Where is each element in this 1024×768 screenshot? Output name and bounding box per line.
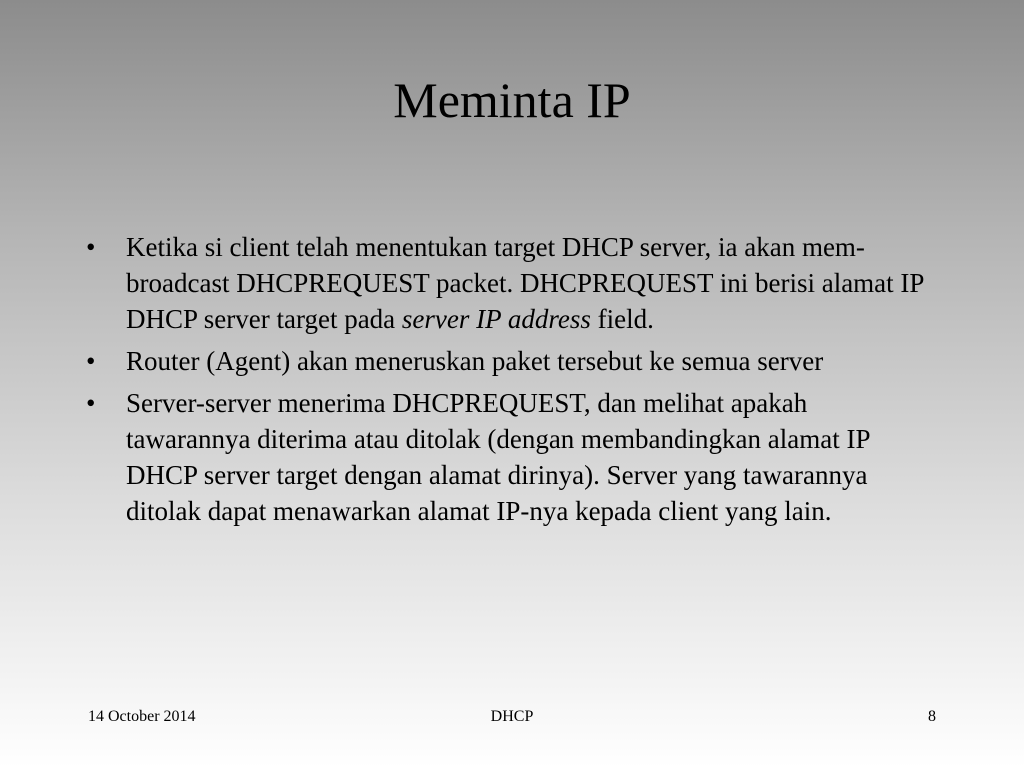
bullet-marker: • <box>86 346 96 376</box>
bullet-text: Ketika si client telah menentukan target DHCP server, ia akan mem-broadcast DHCPREQUEST packet. DHCPREQUEST ini berisi alamat IP DHCP server target pada <box>126 232 924 334</box>
footer-topic: DHCP <box>490 708 534 725</box>
slide-title: Meminta IP <box>393 72 631 128</box>
bullet-emphasis: server IP address <box>401 304 591 334</box>
footer-date: 14 October 2014 <box>88 708 196 725</box>
bullet-text: Server-server menerima DHCPREQUEST, dan melihat apakah tawarannya diterima atau ditolak (dengan membandingkan alamat IP DHCP server target dengan alamat dirinya). Server yang tawarannya ditolak dapat menawarkan alamat IP-nya kepada client yang lain. <box>126 388 870 526</box>
bullet-item <box>86 343 936 379</box>
bullet-text: Router (Agent) akan meneruskan paket tersebut ke semua server <box>126 346 824 376</box>
bullet-item <box>86 229 936 337</box>
bullet-text-tail: field. <box>590 304 654 334</box>
bullet-item <box>86 385 936 529</box>
bullet-marker: • <box>86 232 96 262</box>
footer-page-number: 8 <box>928 708 936 725</box>
bullet-marker: • <box>86 388 96 418</box>
bullet-list <box>86 229 936 535</box>
